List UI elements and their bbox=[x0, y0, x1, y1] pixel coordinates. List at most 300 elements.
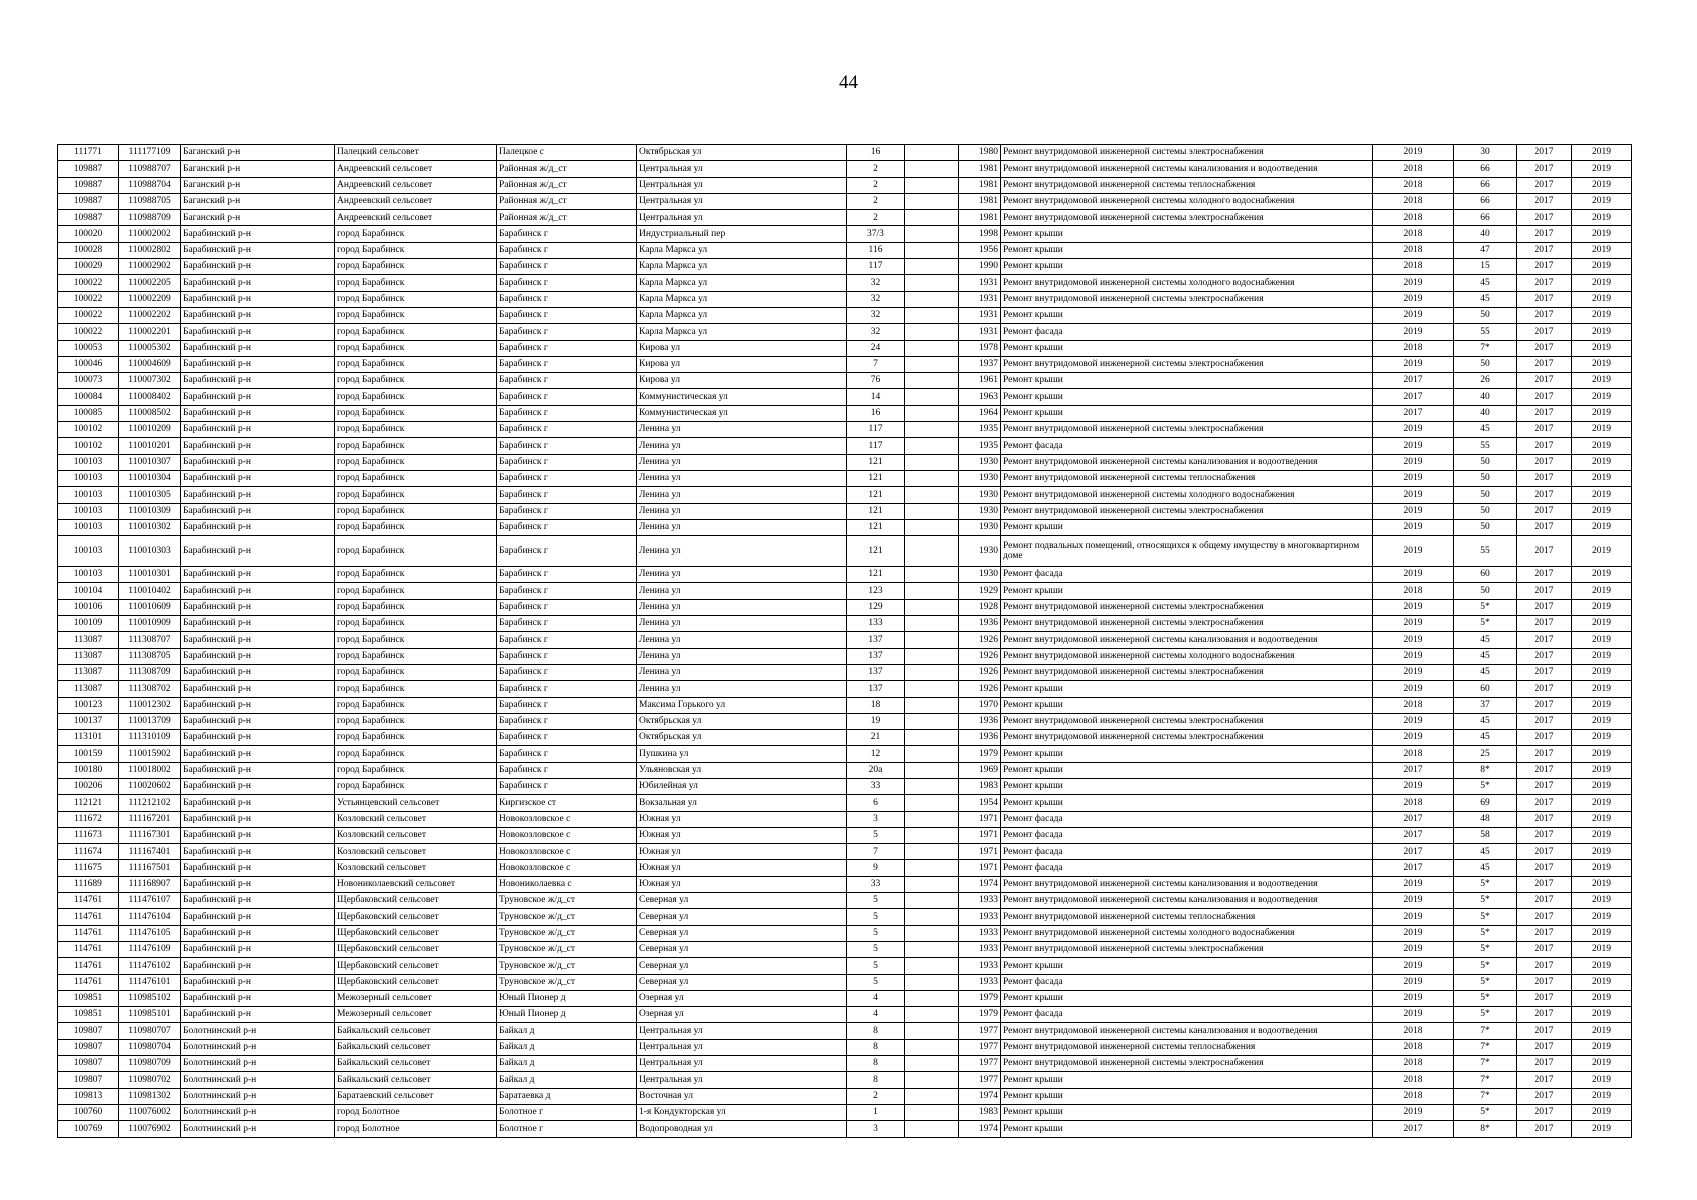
district-cell: Барабинский р-н bbox=[181, 307, 335, 323]
work-type-cell: Ремонт крыши bbox=[1001, 389, 1373, 405]
municipality-cell: город Барабинск bbox=[335, 632, 497, 648]
planned-year-cell: 2019 bbox=[1373, 778, 1454, 794]
wear-cell: 5* bbox=[1454, 876, 1517, 892]
planned-year-cell: 2017 bbox=[1373, 405, 1454, 421]
municipality-cell: город Барабинск bbox=[335, 259, 497, 275]
street-cell: Восточная ул bbox=[637, 1088, 847, 1104]
work-type-cell: Ремонт внутридомовой инженерной системы холодного водоснабжения bbox=[1001, 487, 1373, 503]
build-year-cell: 1933 bbox=[959, 893, 1001, 909]
work-code-cell: 110002902 bbox=[119, 259, 181, 275]
table-row bbox=[58, 583, 1632, 599]
street-cell: Кирова ул bbox=[637, 373, 847, 389]
table-row bbox=[58, 778, 1632, 794]
street-cell: Ленина ул bbox=[637, 616, 847, 632]
district-cell: Барабинский р-н bbox=[181, 536, 335, 567]
building-cell bbox=[905, 648, 959, 664]
table-row bbox=[58, 145, 1632, 161]
period-end-cell: 2019 bbox=[1572, 990, 1632, 1006]
period-start-cell: 2017 bbox=[1517, 193, 1572, 209]
period-start-cell: 2017 bbox=[1517, 291, 1572, 307]
municipality-cell: Щербаковский сельсовет bbox=[335, 893, 497, 909]
house-number-cell: 117 bbox=[847, 259, 905, 275]
work-type-cell: Ремонт крыши bbox=[1001, 778, 1373, 794]
street-cell: Коммунистическая ул bbox=[637, 389, 847, 405]
period-start-cell: 2017 bbox=[1517, 210, 1572, 226]
building-cell bbox=[905, 746, 959, 762]
house-id-cell: 100022 bbox=[58, 291, 119, 307]
planned-year-cell: 2019 bbox=[1373, 713, 1454, 729]
build-year-cell: 1930 bbox=[959, 470, 1001, 486]
period-end-cell: 2019 bbox=[1572, 1072, 1632, 1088]
work-type-cell: Ремонт внутридомовой инженерной системы канализования и водоотведения bbox=[1001, 632, 1373, 648]
period-start-cell: 2017 bbox=[1517, 697, 1572, 713]
street-cell: Северная ул bbox=[637, 958, 847, 974]
work-type-cell: Ремонт крыши bbox=[1001, 405, 1373, 421]
house-id-cell: 100084 bbox=[58, 389, 119, 405]
locality-cell: Барабинск г bbox=[497, 583, 637, 599]
planned-year-cell: 2019 bbox=[1373, 730, 1454, 746]
house-number-cell: 33 bbox=[847, 778, 905, 794]
district-cell: Барабинский р-н bbox=[181, 974, 335, 990]
locality-cell: Юный Пионер д bbox=[497, 990, 637, 1006]
work-type-cell: Ремонт внутридомовой инженерной системы электроснабжения bbox=[1001, 503, 1373, 519]
period-start-cell: 2017 bbox=[1517, 340, 1572, 356]
municipality-cell: Баратаевский сельсовет bbox=[335, 1088, 497, 1104]
work-type-cell: Ремонт внутридомовой инженерной системы канализования и водоотведения bbox=[1001, 161, 1373, 177]
period-start-cell: 2017 bbox=[1517, 324, 1572, 340]
work-code-cell: 110988709 bbox=[119, 210, 181, 226]
table-row bbox=[58, 307, 1632, 323]
work-type-cell: Ремонт крыши bbox=[1001, 958, 1373, 974]
work-type-cell: Ремонт внутридомовой инженерной системы холодного водоснабжения bbox=[1001, 648, 1373, 664]
wear-cell: 7* bbox=[1454, 1072, 1517, 1088]
house-id-cell: 111675 bbox=[58, 860, 119, 876]
house-number-cell: 2 bbox=[847, 1088, 905, 1104]
work-type-cell: Ремонт фасада bbox=[1001, 827, 1373, 843]
district-cell: Баганский р-н bbox=[181, 161, 335, 177]
municipality-cell: город Барабинск bbox=[335, 762, 497, 778]
work-type-cell: Ремонт внутридомовой инженерной системы электроснабжения bbox=[1001, 664, 1373, 680]
house-number-cell: 7 bbox=[847, 844, 905, 860]
locality-cell: Районная ж/д_ст bbox=[497, 177, 637, 193]
street-cell: Северная ул bbox=[637, 941, 847, 957]
table-row bbox=[58, 1056, 1632, 1072]
street-cell: Водопроводная ул bbox=[637, 1121, 847, 1137]
table-row bbox=[58, 487, 1632, 503]
house-number-cell: 5 bbox=[847, 925, 905, 941]
district-cell: Барабинский р-н bbox=[181, 599, 335, 615]
period-end-cell: 2019 bbox=[1572, 373, 1632, 389]
house-id-cell: 111673 bbox=[58, 827, 119, 843]
table-row bbox=[58, 730, 1632, 746]
wear-cell: 40 bbox=[1454, 389, 1517, 405]
work-code-cell: 110988705 bbox=[119, 193, 181, 209]
period-end-cell: 2019 bbox=[1572, 1088, 1632, 1104]
municipality-cell: Козловский сельсовет bbox=[335, 860, 497, 876]
period-end-cell: 2019 bbox=[1572, 259, 1632, 275]
locality-cell: Киргизское ст bbox=[497, 795, 637, 811]
house-number-cell: 5 bbox=[847, 909, 905, 925]
wear-cell: 45 bbox=[1454, 291, 1517, 307]
planned-year-cell: 2018 bbox=[1373, 210, 1454, 226]
work-code-cell: 110018002 bbox=[119, 762, 181, 778]
wear-cell: 7* bbox=[1454, 1056, 1517, 1072]
work-code-cell: 111476104 bbox=[119, 909, 181, 925]
house-number-cell: 3 bbox=[847, 1121, 905, 1137]
locality-cell: Барабинск г bbox=[497, 730, 637, 746]
house-number-cell: 33 bbox=[847, 876, 905, 892]
work-code-cell: 111308705 bbox=[119, 648, 181, 664]
period-end-cell: 2019 bbox=[1572, 844, 1632, 860]
house-id-cell: 114761 bbox=[58, 925, 119, 941]
locality-cell: Труновское ж/д_ст bbox=[497, 909, 637, 925]
street-cell: Ленина ул bbox=[637, 519, 847, 535]
planned-year-cell: 2019 bbox=[1373, 876, 1454, 892]
build-year-cell: 1974 bbox=[959, 1088, 1001, 1104]
street-cell: Коммунистическая ул bbox=[637, 405, 847, 421]
wear-cell: 69 bbox=[1454, 795, 1517, 811]
house-id-cell: 109813 bbox=[58, 1088, 119, 1104]
wear-cell: 7* bbox=[1454, 1039, 1517, 1055]
work-code-cell: 110980707 bbox=[119, 1023, 181, 1039]
planned-year-cell: 2017 bbox=[1373, 373, 1454, 389]
street-cell: Ленина ул bbox=[637, 648, 847, 664]
house-id-cell: 100085 bbox=[58, 405, 119, 421]
street-cell: Октябрьская ул bbox=[637, 713, 847, 729]
table-row bbox=[58, 974, 1632, 990]
district-cell: Барабинский р-н bbox=[181, 746, 335, 762]
period-start-cell: 2017 bbox=[1517, 1007, 1572, 1023]
district-cell: Барабинский р-н bbox=[181, 778, 335, 794]
house-number-cell: 2 bbox=[847, 161, 905, 177]
municipality-cell: город Барабинск bbox=[335, 536, 497, 567]
planned-year-cell: 2019 bbox=[1373, 470, 1454, 486]
work-code-cell: 110988707 bbox=[119, 161, 181, 177]
work-code-cell: 111308702 bbox=[119, 681, 181, 697]
work-code-cell: 110985102 bbox=[119, 990, 181, 1006]
district-cell: Барабинский р-н bbox=[181, 616, 335, 632]
street-cell: Ленина ул bbox=[637, 681, 847, 697]
street-cell: Индустриальный пер bbox=[637, 226, 847, 242]
municipality-cell: город Барабинск bbox=[335, 487, 497, 503]
house-number-cell: 7 bbox=[847, 356, 905, 372]
house-number-cell: 21 bbox=[847, 730, 905, 746]
district-cell: Баганский р-н bbox=[181, 210, 335, 226]
planned-year-cell: 2019 bbox=[1373, 1104, 1454, 1120]
period-start-cell: 2017 bbox=[1517, 503, 1572, 519]
locality-cell: Новокозловское с bbox=[497, 811, 637, 827]
house-id-cell: 100123 bbox=[58, 697, 119, 713]
period-end-cell: 2019 bbox=[1572, 746, 1632, 762]
build-year-cell: 1931 bbox=[959, 291, 1001, 307]
work-code-cell: 110010402 bbox=[119, 583, 181, 599]
locality-cell: Барабинск г bbox=[497, 340, 637, 356]
district-cell: Болотнинский р-н bbox=[181, 1056, 335, 1072]
district-cell: Барабинский р-н bbox=[181, 697, 335, 713]
work-code-cell: 110008502 bbox=[119, 405, 181, 421]
municipality-cell: город Болотное bbox=[335, 1121, 497, 1137]
house-id-cell: 100180 bbox=[58, 762, 119, 778]
work-type-cell: Ремонт крыши bbox=[1001, 681, 1373, 697]
period-start-cell: 2017 bbox=[1517, 373, 1572, 389]
locality-cell: Баратаевка д bbox=[497, 1088, 637, 1104]
build-year-cell: 1926 bbox=[959, 664, 1001, 680]
period-start-cell: 2017 bbox=[1517, 974, 1572, 990]
period-end-cell: 2019 bbox=[1572, 583, 1632, 599]
planned-year-cell: 2018 bbox=[1373, 795, 1454, 811]
work-type-cell: Ремонт фасада bbox=[1001, 811, 1373, 827]
locality-cell: Барабинск г bbox=[497, 778, 637, 794]
house-number-cell: 121 bbox=[847, 503, 905, 519]
municipality-cell: Палецкий сельсовет bbox=[335, 145, 497, 161]
build-year-cell: 1935 bbox=[959, 438, 1001, 454]
building-cell bbox=[905, 259, 959, 275]
wear-cell: 45 bbox=[1454, 730, 1517, 746]
building-cell bbox=[905, 1072, 959, 1088]
building-cell bbox=[905, 242, 959, 258]
district-cell: Барабинский р-н bbox=[181, 648, 335, 664]
house-number-cell: 117 bbox=[847, 422, 905, 438]
build-year-cell: 1936 bbox=[959, 616, 1001, 632]
building-cell bbox=[905, 990, 959, 1006]
building-cell bbox=[905, 536, 959, 567]
work-type-cell: Ремонт подвальных помещений, относящихся к общему имуществу в многоквартирном доме bbox=[1001, 536, 1373, 567]
house-number-cell: 5 bbox=[847, 827, 905, 843]
period-start-cell: 2017 bbox=[1517, 958, 1572, 974]
work-code-cell: 111308709 bbox=[119, 664, 181, 680]
municipality-cell: город Барабинск bbox=[335, 681, 497, 697]
period-end-cell: 2019 bbox=[1572, 599, 1632, 615]
period-start-cell: 2017 bbox=[1517, 1056, 1572, 1072]
locality-cell: Новокозловское с bbox=[497, 860, 637, 876]
street-cell: Северная ул bbox=[637, 893, 847, 909]
table-row bbox=[58, 876, 1632, 892]
building-cell bbox=[905, 210, 959, 226]
wear-cell: 50 bbox=[1454, 487, 1517, 503]
building-cell bbox=[905, 1088, 959, 1104]
table-row bbox=[58, 860, 1632, 876]
municipality-cell: Байкальский сельсовет bbox=[335, 1072, 497, 1088]
work-type-cell: Ремонт внутридомовой инженерной системы канализования и водоотведения bbox=[1001, 454, 1373, 470]
build-year-cell: 1971 bbox=[959, 844, 1001, 860]
planned-year-cell: 2018 bbox=[1373, 1088, 1454, 1104]
house-id-cell: 100103 bbox=[58, 503, 119, 519]
municipality-cell: город Барабинск bbox=[335, 422, 497, 438]
municipality-cell: Байкальский сельсовет bbox=[335, 1056, 497, 1072]
build-year-cell: 1956 bbox=[959, 242, 1001, 258]
work-code-cell: 110010305 bbox=[119, 487, 181, 503]
building-cell bbox=[905, 860, 959, 876]
work-type-cell: Ремонт крыши bbox=[1001, 1121, 1373, 1137]
house-number-cell: 137 bbox=[847, 681, 905, 697]
period-start-cell: 2017 bbox=[1517, 876, 1572, 892]
building-cell bbox=[905, 275, 959, 291]
street-cell: Ленина ул bbox=[637, 567, 847, 583]
house-number-cell: 121 bbox=[847, 454, 905, 470]
work-code-cell: 110010609 bbox=[119, 599, 181, 615]
build-year-cell: 1990 bbox=[959, 259, 1001, 275]
house-id-cell: 100046 bbox=[58, 356, 119, 372]
work-type-cell: Ремонт внутридомовой инженерной системы электроснабжения bbox=[1001, 145, 1373, 161]
house-id-cell: 100022 bbox=[58, 307, 119, 323]
table-row bbox=[58, 909, 1632, 925]
period-end-cell: 2019 bbox=[1572, 713, 1632, 729]
build-year-cell: 1931 bbox=[959, 275, 1001, 291]
house-id-cell: 100109 bbox=[58, 616, 119, 632]
work-type-cell: Ремонт крыши bbox=[1001, 746, 1373, 762]
locality-cell: Болотное г bbox=[497, 1104, 637, 1120]
house-id-cell: 100053 bbox=[58, 340, 119, 356]
building-cell bbox=[905, 324, 959, 340]
building-cell bbox=[905, 1121, 959, 1137]
work-code-cell: 110002205 bbox=[119, 275, 181, 291]
period-end-cell: 2019 bbox=[1572, 1121, 1632, 1137]
period-end-cell: 2019 bbox=[1572, 876, 1632, 892]
table-row bbox=[58, 811, 1632, 827]
district-cell: Болотнинский р-н bbox=[181, 1104, 335, 1120]
building-cell bbox=[905, 632, 959, 648]
build-year-cell: 1933 bbox=[959, 958, 1001, 974]
locality-cell: Байкал д bbox=[497, 1056, 637, 1072]
period-end-cell: 2019 bbox=[1572, 909, 1632, 925]
locality-cell: Труновское ж/д_ст bbox=[497, 925, 637, 941]
district-cell: Барабинский р-н bbox=[181, 583, 335, 599]
house-id-cell: 114761 bbox=[58, 893, 119, 909]
house-number-cell: 16 bbox=[847, 145, 905, 161]
building-cell bbox=[905, 1104, 959, 1120]
building-cell bbox=[905, 925, 959, 941]
building-cell bbox=[905, 778, 959, 794]
building-cell bbox=[905, 307, 959, 323]
table-row bbox=[58, 746, 1632, 762]
house-number-cell: 6 bbox=[847, 795, 905, 811]
house-id-cell: 113101 bbox=[58, 730, 119, 746]
locality-cell: Байкал д bbox=[497, 1039, 637, 1055]
build-year-cell: 1971 bbox=[959, 811, 1001, 827]
house-id-cell: 112121 bbox=[58, 795, 119, 811]
work-type-cell: Ремонт внутридомовой инженерной системы теплоснабжения bbox=[1001, 1039, 1373, 1055]
house-number-cell: 8 bbox=[847, 1039, 905, 1055]
wear-cell: 26 bbox=[1454, 373, 1517, 389]
locality-cell: Палецкое с bbox=[497, 145, 637, 161]
wear-cell: 8* bbox=[1454, 762, 1517, 778]
street-cell: Максима Горького ул bbox=[637, 697, 847, 713]
municipality-cell: Байкальский сельсовет bbox=[335, 1023, 497, 1039]
building-cell bbox=[905, 1023, 959, 1039]
building-cell bbox=[905, 876, 959, 892]
street-cell: Ленина ул bbox=[637, 583, 847, 599]
work-code-cell: 110013709 bbox=[119, 713, 181, 729]
table-row bbox=[58, 210, 1632, 226]
street-cell: Центральная ул bbox=[637, 161, 847, 177]
period-start-cell: 2017 bbox=[1517, 1088, 1572, 1104]
wear-cell: 45 bbox=[1454, 648, 1517, 664]
municipality-cell: город Барабинск bbox=[335, 730, 497, 746]
table-row bbox=[58, 1121, 1632, 1137]
period-start-cell: 2017 bbox=[1517, 893, 1572, 909]
period-start-cell: 2017 bbox=[1517, 275, 1572, 291]
house-id-cell: 100760 bbox=[58, 1104, 119, 1120]
table-row bbox=[58, 161, 1632, 177]
wear-cell: 5* bbox=[1454, 909, 1517, 925]
work-code-cell: 110010307 bbox=[119, 454, 181, 470]
table-row bbox=[58, 844, 1632, 860]
building-cell bbox=[905, 145, 959, 161]
work-code-cell: 111310109 bbox=[119, 730, 181, 746]
wear-cell: 66 bbox=[1454, 161, 1517, 177]
building-cell bbox=[905, 893, 959, 909]
work-code-cell: 110985101 bbox=[119, 1007, 181, 1023]
work-type-cell: Ремонт внутридомовой инженерной системы теплоснабжения bbox=[1001, 470, 1373, 486]
planned-year-cell: 2017 bbox=[1373, 844, 1454, 860]
house-id-cell: 114761 bbox=[58, 909, 119, 925]
locality-cell: Новониколаевка с bbox=[497, 876, 637, 892]
municipality-cell: город Барабинск bbox=[335, 242, 497, 258]
wear-cell: 45 bbox=[1454, 860, 1517, 876]
build-year-cell: 1926 bbox=[959, 648, 1001, 664]
work-code-cell: 110002802 bbox=[119, 242, 181, 258]
locality-cell: Труновское ж/д_ст bbox=[497, 958, 637, 974]
municipality-cell: город Барабинск bbox=[335, 599, 497, 615]
locality-cell: Барабинск г bbox=[497, 681, 637, 697]
building-cell bbox=[905, 356, 959, 372]
district-cell: Барабинский р-н bbox=[181, 876, 335, 892]
period-start-cell: 2017 bbox=[1517, 567, 1572, 583]
street-cell: Ленина ул bbox=[637, 632, 847, 648]
building-cell bbox=[905, 1039, 959, 1055]
period-start-cell: 2017 bbox=[1517, 1023, 1572, 1039]
wear-cell: 55 bbox=[1454, 438, 1517, 454]
wear-cell: 48 bbox=[1454, 811, 1517, 827]
work-type-cell: Ремонт крыши bbox=[1001, 1104, 1373, 1120]
street-cell: Ленина ул bbox=[637, 503, 847, 519]
period-end-cell: 2019 bbox=[1572, 762, 1632, 778]
table-row bbox=[58, 503, 1632, 519]
district-cell: Барабинский р-н bbox=[181, 860, 335, 876]
register-body bbox=[58, 145, 1632, 1138]
period-end-cell: 2019 bbox=[1572, 242, 1632, 258]
district-cell: Барабинский р-н bbox=[181, 632, 335, 648]
house-id-cell: 100028 bbox=[58, 242, 119, 258]
wear-cell: 50 bbox=[1454, 583, 1517, 599]
table-row bbox=[58, 405, 1632, 421]
table-row bbox=[58, 795, 1632, 811]
street-cell: Ленина ул bbox=[637, 536, 847, 567]
build-year-cell: 1926 bbox=[959, 632, 1001, 648]
build-year-cell: 1931 bbox=[959, 307, 1001, 323]
street-cell: Центральная ул bbox=[637, 1023, 847, 1039]
work-code-cell: 111476105 bbox=[119, 925, 181, 941]
district-cell: Баганский р-н bbox=[181, 145, 335, 161]
period-start-cell: 2017 bbox=[1517, 307, 1572, 323]
house-number-cell: 32 bbox=[847, 291, 905, 307]
period-end-cell: 2019 bbox=[1572, 648, 1632, 664]
wear-cell: 5* bbox=[1454, 599, 1517, 615]
municipality-cell: Байкальский сельсовет bbox=[335, 1039, 497, 1055]
work-code-cell: 110980704 bbox=[119, 1039, 181, 1055]
planned-year-cell: 2019 bbox=[1373, 307, 1454, 323]
house-id-cell: 111771 bbox=[58, 145, 119, 161]
period-start-cell: 2017 bbox=[1517, 145, 1572, 161]
work-type-cell: Ремонт внутридомовой инженерной системы электроснабжения bbox=[1001, 210, 1373, 226]
table-row bbox=[58, 941, 1632, 957]
house-number-cell: 8 bbox=[847, 1056, 905, 1072]
house-number-cell: 8 bbox=[847, 1072, 905, 1088]
build-year-cell: 1933 bbox=[959, 974, 1001, 990]
municipality-cell: Новониколаевский сельсовет bbox=[335, 876, 497, 892]
build-year-cell: 1933 bbox=[959, 941, 1001, 957]
building-cell bbox=[905, 519, 959, 535]
